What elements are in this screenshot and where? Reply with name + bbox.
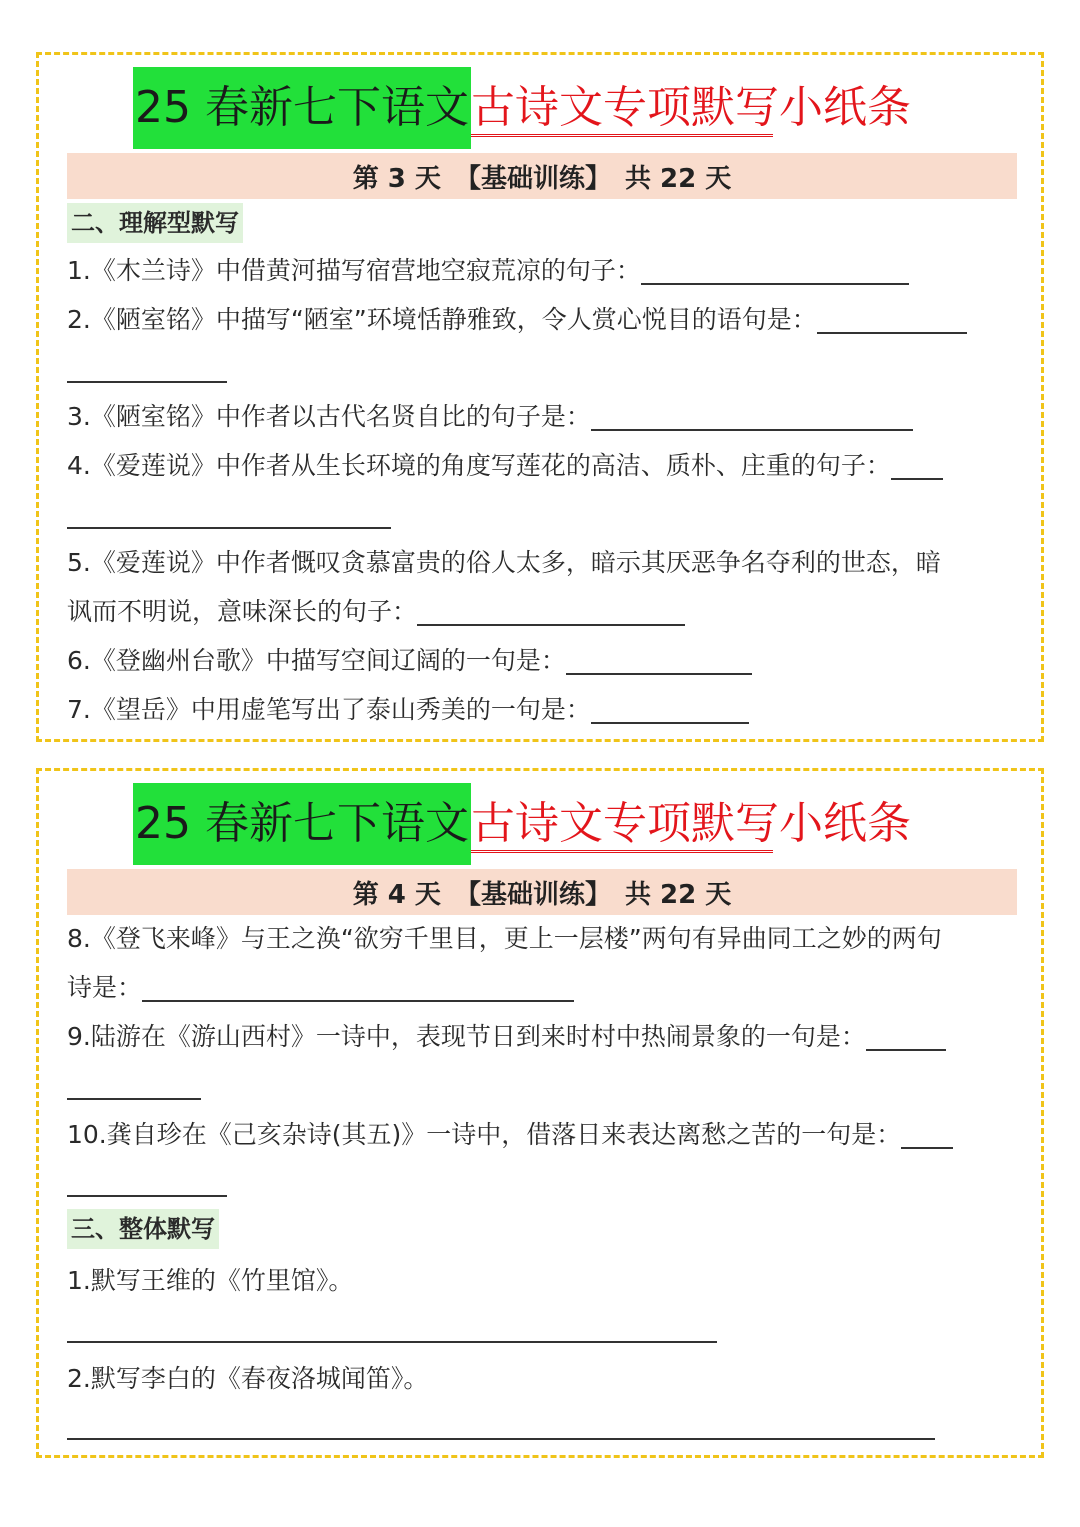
title-red-text: 古诗文专项默写小纸条 — [471, 67, 913, 149]
answer-line[interactable] — [67, 527, 391, 529]
total-days: 共 22 天 — [624, 879, 732, 910]
day-number: 第 3 天 — [352, 163, 441, 194]
day-banner — [67, 869, 1017, 915]
answer-blank[interactable] — [817, 302, 967, 334]
title-highlight: 25 春新七下语文 — [133, 783, 471, 865]
dictation-card-day3 — [36, 52, 1044, 742]
question-5-cont: 讽而不明说，意味深长的句子： — [67, 588, 1019, 636]
answer-blank[interactable] — [417, 594, 685, 626]
question-4: 4.《爱莲说》中作者从生长环境的角度写莲花的高洁、质朴、庄重的句子： — [67, 442, 1019, 490]
question-6: 6.《登幽州台歌》中描写空间辽阔的一句是： — [67, 637, 1019, 685]
answer-line[interactable] — [67, 1098, 201, 1100]
title-red-text: 古诗文专项默写小纸条 — [471, 783, 913, 865]
answer-blank[interactable] — [901, 1117, 953, 1149]
answer-blank[interactable] — [142, 970, 574, 1002]
dictation-card-day4 — [36, 768, 1044, 1458]
title-highlight: 25 春新七下语文 — [133, 67, 471, 149]
answer-line[interactable] — [67, 1195, 227, 1197]
question-3: 3.《陋室铭》中作者以古代名贤自比的句子是： — [67, 393, 1019, 441]
answer-blank[interactable] — [591, 399, 913, 431]
answer-line[interactable] — [67, 1438, 935, 1440]
question-8: 8.《登飞来峰》与王之涣“欲穷千里目，更上一层楼”两句有异曲同工之妙的两句 — [67, 924, 942, 953]
day-number: 第 4 天 — [352, 879, 441, 910]
question-1: 1.《木兰诗》中借黄河描写宿营地空寂荒凉的句子： — [67, 247, 1019, 295]
answer-line[interactable] — [67, 381, 227, 383]
answer-blank[interactable] — [591, 692, 749, 724]
task-1: 1.默写王维的《竹里馆》。 — [67, 1266, 354, 1295]
question-2: 2.《陋室铭》中描写“陋室”环境恬静雅致，令人赏心悦目的语句是： — [67, 296, 1019, 344]
task-2: 2.默写李白的《春夜洛城闻笛》。 — [67, 1364, 429, 1393]
answer-blank[interactable] — [641, 253, 909, 285]
card-title — [133, 67, 913, 149]
answer-blank[interactable] — [866, 1019, 946, 1051]
answer-blank[interactable] — [891, 448, 943, 480]
question-7: 7.《望岳》中用虚笔写出了泰山秀美的一句是： — [67, 686, 1019, 734]
section-heading: 二、理解型默写 — [67, 203, 243, 243]
question-10: 10.龚自珍在《己亥杂诗(其五)》一诗中，借落日来表达离愁之苦的一句是： — [67, 1111, 1019, 1159]
question-5: 5.《爱莲说》中作者慨叹贪慕富贵的俗人太多，暗示其厌恶争名夺利的世态，暗 — [67, 548, 941, 577]
total-days: 共 22 天 — [624, 163, 732, 194]
answer-blank[interactable] — [566, 643, 752, 675]
section-heading: 三、整体默写 — [67, 1209, 219, 1249]
day-banner — [67, 153, 1017, 199]
training-label: 【基础训练】 — [454, 163, 611, 194]
question-9: 9.陆游在《游山西村》一诗中，表现节日到来时村中热闹景象的一句是： — [67, 1013, 1019, 1061]
training-label: 【基础训练】 — [454, 879, 611, 910]
question-8-cont: 诗是： — [67, 964, 1019, 1012]
card-title — [133, 783, 913, 865]
answer-line[interactable] — [67, 1341, 717, 1343]
